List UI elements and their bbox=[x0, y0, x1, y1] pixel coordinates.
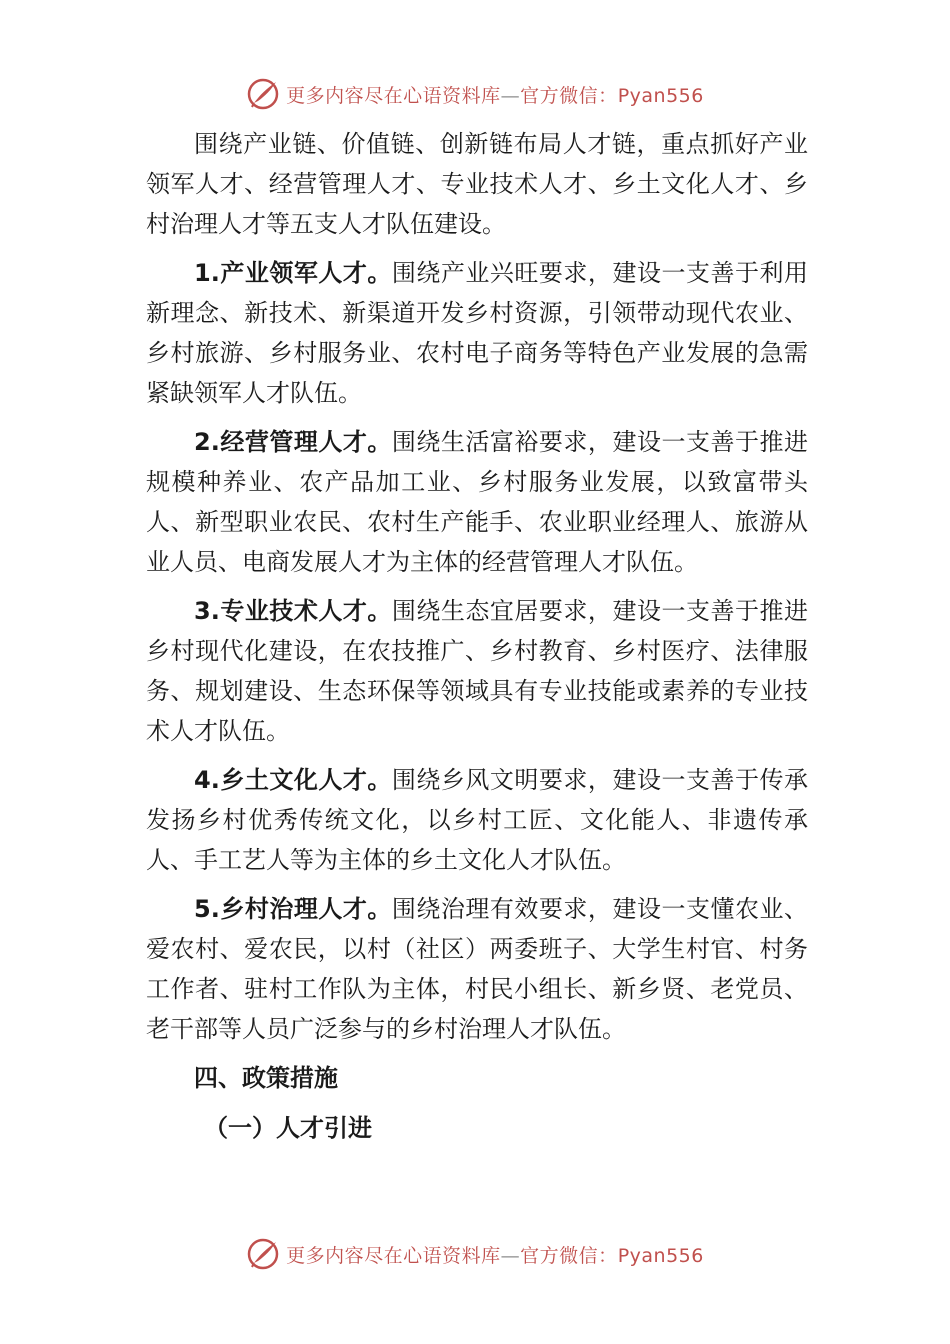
wechat-id: Pyan556 bbox=[617, 1244, 704, 1267]
document-body bbox=[146, 124, 808, 1158]
watermark-text: 更多内容尽在心语资料库—官方微信：Pyan556 bbox=[286, 1244, 704, 1267]
item-paragraph-5 bbox=[146, 889, 808, 1049]
watermark-text: 更多内容尽在心语资料库—官方微信：Pyan556 bbox=[286, 84, 704, 107]
item-text-5: 围绕治理有效要求，建设一支懂农业、爱农村、爱农民，以村（社区）两委班子、大学生村官、村务工作者、驻村工作队为主体，村民小组长、新乡贤、老党员、老干部等人员广泛参与的乡村治理人才队伍。 bbox=[146, 895, 808, 1043]
item-text-4: 围绕乡风文明要求，建设一支善于传承发扬乡村优秀传统文化，以乡村工匠、文化能人、非遗传承人、手工艺人等为主体的乡土文化人才队伍。 bbox=[146, 766, 808, 874]
item-lead-1: 1.产业领军人才。 bbox=[194, 259, 392, 287]
item-lead-2: 2.经营管理人才。 bbox=[194, 428, 392, 456]
watermark-footer bbox=[0, 1234, 950, 1274]
item-text-1: 围绕产业兴旺要求，建设一支善于利用新理念、新技术、新渠道开发乡村资源，引领带动现代农业、乡村旅游、乡村服务业、农村电子商务等特色产业发展的急需紧缺领军人才队伍。 bbox=[146, 259, 808, 407]
item-paragraph-3 bbox=[146, 591, 808, 751]
item-paragraph-2 bbox=[146, 422, 808, 582]
item-text-2: 围绕生活富裕要求，建设一支善于推进规模种养业、农产品加工业、乡村服务业发展，以致富带头人、新型职业农民、农村生产能手、农业职业经理人、旅游从业人员、电商发展人才为主体的经营管理人才队伍。 bbox=[146, 428, 808, 576]
item-lead-4: 4.乡土文化人才。 bbox=[194, 766, 392, 794]
wechat-id: Pyan556 bbox=[617, 84, 704, 107]
intro-paragraph: 围绕产业链、价值链、创新链布局人才链，重点抓好产业领军人才、经营管理人才、专业技术人才、乡土文化人才、乡村治理人才等五支人才队伍建设。 bbox=[146, 130, 808, 238]
item-lead-5: 5.乡村治理人才。 bbox=[194, 895, 392, 923]
watermark-header bbox=[0, 74, 950, 114]
sub-heading: （一）人才引进 bbox=[204, 1114, 372, 1142]
section-heading: 四、政策措施 bbox=[194, 1064, 338, 1092]
item-lead-3: 3.专业技术人才。 bbox=[194, 597, 392, 625]
item-paragraph-1 bbox=[146, 253, 808, 413]
item-text-3: 围绕生态宜居要求，建设一支善于推进乡村现代化建设，在农技推广、乡村教育、乡村医疗、法律服务、规划建设、生态环保等领域具有专业技能或素养的专业技术人才队伍。 bbox=[146, 597, 808, 745]
feather-pen-circle-icon bbox=[246, 77, 280, 111]
feather-pen-circle-icon bbox=[246, 1237, 280, 1271]
item-paragraph-4 bbox=[146, 760, 808, 880]
